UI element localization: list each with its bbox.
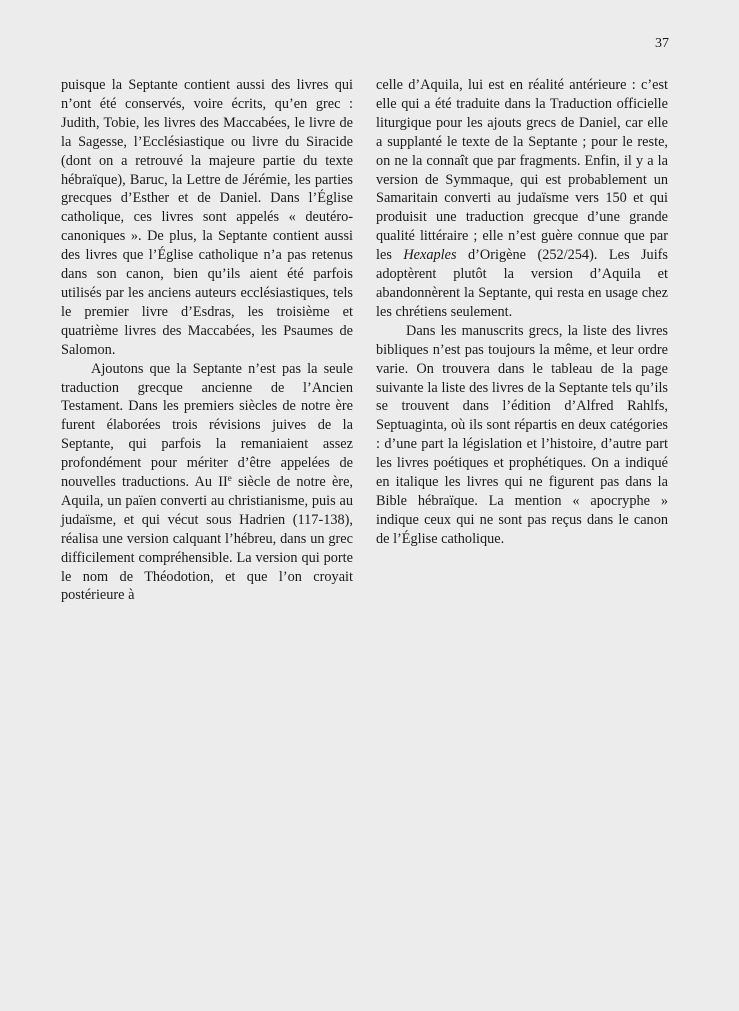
text-column-left <box>61 76 353 605</box>
paragraph <box>61 360 353 606</box>
paragraph <box>376 76 668 322</box>
book-title-italic: Hexaples <box>403 247 457 264</box>
paragraph: puisque la Septante contient aussi des livres qui n’ont été conservés, voire écrits, qu’en grec : Judith, Tobie, les livres des Maccabées, le livre de la Sagesse, l’Ecclésiastique ou livre du Siracide (dont on a retrouvé la majeure partie du texte hébraïque), Baruc, la Lettre de Jérémie, les parties grecques d’Esther et de Daniel. Dans l’Église catholique, ces livres sont appelés « deutéro-canoniques ». De plus, la Septante contient aussi des livres que l’Église catholique n’a pas retenus dans son canon, bien qu’ils aient été parfois utilisés par les anciens auteurs ecclésiastiques, tels le premier livre d’Esdras, les troisième et quatrième livres des Maccabées, les Psaumes de Salomon. <box>61 77 353 358</box>
century-superscript: e <box>227 473 232 484</box>
text-column-right <box>376 76 668 549</box>
century-numeral: II <box>218 474 228 491</box>
paragraph-text: Ajoutons que la Septante n’est pas la seule traduction grecque ancienne de l’Ancien Testament. Dans les premiers siècles de notre ère furent élaborées trois révisions juives de la Septante, qui parfois la remaniaient assez profondément pour mériter d’être appelées de nouvelles traductions. Au <box>61 360 353 491</box>
page-number: 37 <box>655 36 669 51</box>
paragraph-text: siècle de notre ère, Aquila, un païen converti au christianisme, puis au judaïsme, et qui vécut sous Hadrien (117-138), réalisa une version calquant l’hébreu, dans un grec difficilement compréhensible. La version qui porte le nom de Théodotion, et que l’on croyait postérieure à <box>61 474 353 604</box>
paragraph-text: d’Origène (252/254). Les Juifs adoptèrent plutôt la version d’Aquila et abandonnèrent la Septante, qui resta en usage chez les chrétiens seulement. <box>376 247 668 320</box>
paragraph: Dans les manuscrits grecs, la liste des livres bibliques n’est pas toujours la même, et leur ordre varie. On trouvera dans le tableau de la page suivante la liste des livres de la Septante tels qu’ils se trouvent dans l’édition d’Alfred Rahlfs, Septuaginta, où ils sont répartis en deux catégories : d’une part la législation et l’histoire, d’autre part les livres poétiques et prophétiques. On a indiqué en italique les livres qui ne figurent pas dans la Bible hébraïque. La mention « apocryphe » indique ceux qui ne sont pas reçus dans le canon de l’Église catholique. <box>376 322 668 547</box>
paragraph-text: celle d’Aquila, lui est en réalité antérieure : c’est elle qui a été traduite dans la Traduction officielle liturgique pour les ajouts grecs de Daniel, car elle a supplanté le texte de la Septante ; pour le reste, on ne la connaît que par fragments. Enfin, il y a la version de Symmaque, qui est probablement un Samaritain converti au judaïsme vers 150 et qui produisit une traduction grecque d’une grande qualité littéraire ; elle n’est guère connue que par les <box>376 77 668 264</box>
